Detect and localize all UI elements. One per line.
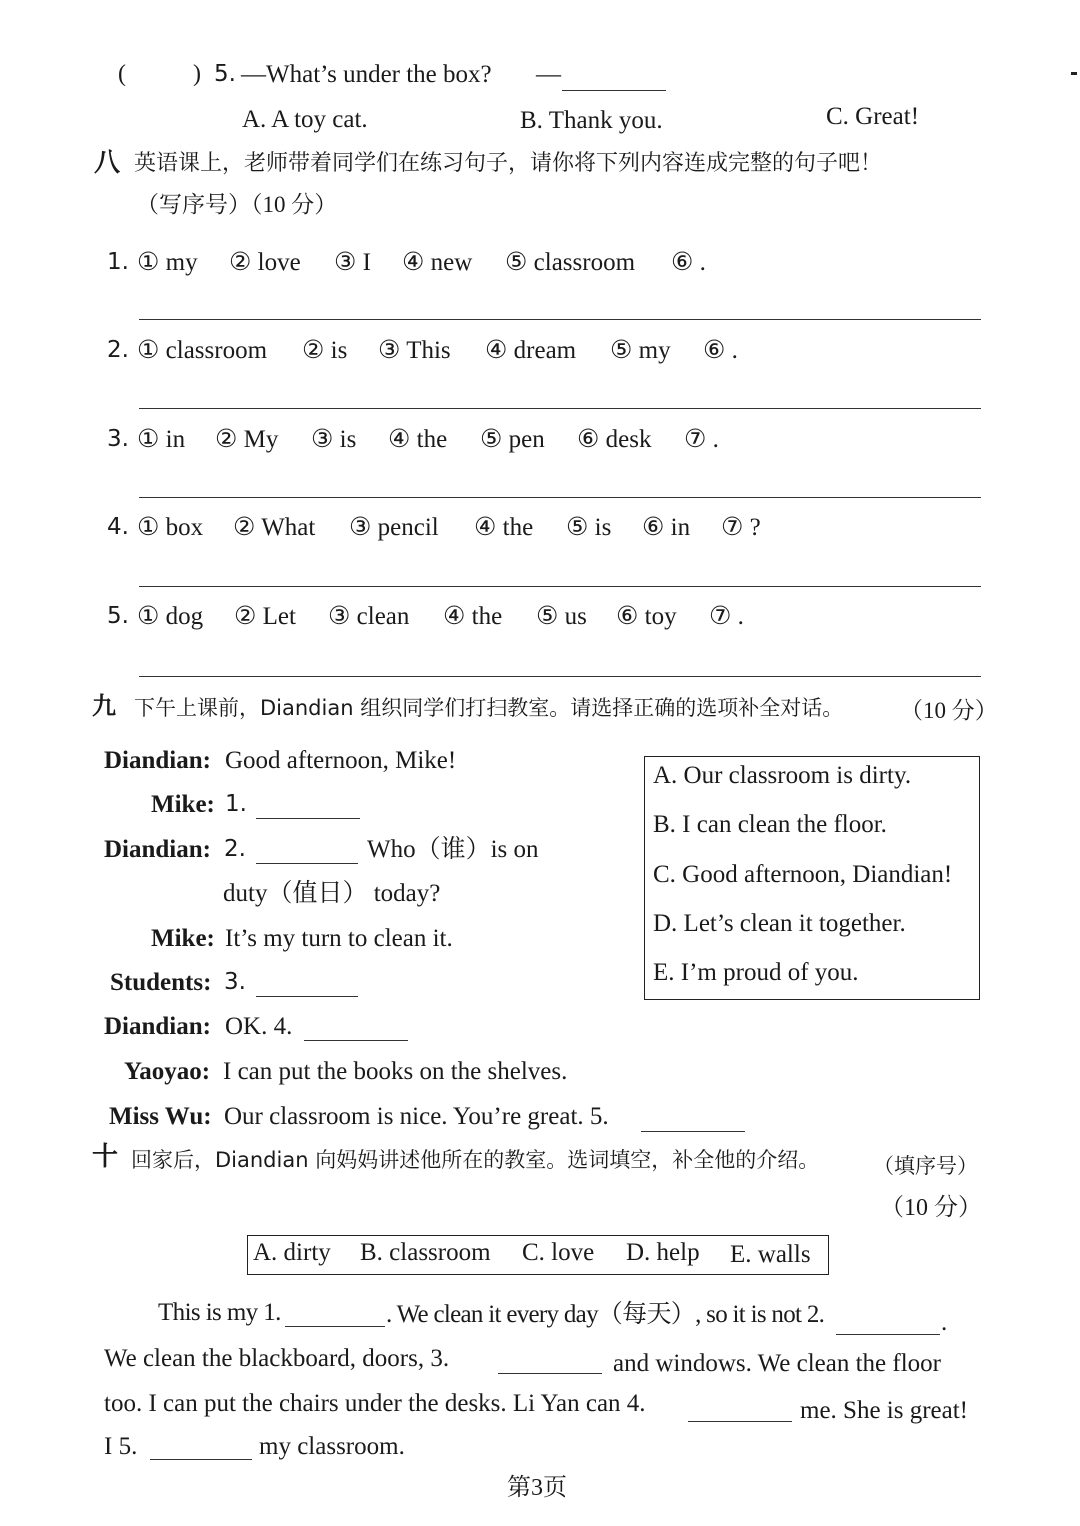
word-bank-item: C. love [522,1239,595,1266]
q7-5-question: —What’s under the box? [241,61,492,88]
dialogue-blank-4[interactable] [304,1040,408,1041]
passage-text: . [941,1309,948,1336]
speaker-diandian: Diandian: [104,836,211,863]
s8-answer-line[interactable] [139,497,981,498]
dialogue-option: A. Our classroom is dirty. [653,762,912,789]
q7-5-option-c: C. Great! [826,103,920,130]
passage-blank-2[interactable] [836,1334,940,1335]
speaker-diandian: Diandian: [104,1013,211,1040]
section-9-title: 下午上课前，Diandian 组织同学们打扫教室。请选择正确的选项补全对话。 [134,696,844,720]
dialogue-blank-5[interactable] [641,1131,745,1132]
section-10-points: （10 分） [880,1195,982,1221]
word-bank-item: D. help [626,1239,700,1266]
passage-text: me. She is great! [800,1397,969,1424]
s8-word: ④ the [388,426,448,453]
s8-word: ⑤ is [566,514,612,541]
passage-text: and windows. We clean the floor [613,1350,941,1377]
s8-word: ⑤ pen [480,426,545,453]
s8-answer-line[interactable] [139,319,981,320]
s8-word: ② love [229,249,301,276]
speaker-miss-wu: Miss Wu: [109,1103,212,1130]
s8-answer-line[interactable] [139,586,981,587]
dialogue-text: Our classroom is nice. You’re great. 5. [224,1103,609,1130]
edge-mark [1071,72,1077,75]
s8-word: ② is [302,337,348,364]
passage-text: too. I can put the chairs under the desks. Li Yan can 4. [104,1390,646,1417]
q7-5-option-b: B. Thank you. [520,107,663,134]
dialogue-option: C. Good afternoon, Diandian! [653,861,953,888]
speaker-diandian: Diandian: [104,747,211,774]
q7-5-paren-close: ) [193,61,201,87]
dialogue-option: B. I can clean the floor. [653,811,887,838]
s8-word: ④ new [402,249,473,276]
blank-number: 1. [225,791,247,817]
s8-word: ② My [215,426,279,453]
passage-blank-1[interactable] [285,1326,385,1327]
passage-blank-5[interactable] [150,1459,252,1460]
speaker-students: Students: [110,969,212,996]
q7-5-answer-blank[interactable] [562,90,666,91]
s8-answer-line[interactable] [139,408,981,409]
section-8-title: 英语课上，老师带着同学们在练习句子，请你将下列内容连成完整的句子吧！ [134,151,883,176]
s8-word: ① dog [137,603,204,630]
passage-text: . We clean it every day（每天）, so it is not 2. [386,1301,825,1328]
s8-word: ③ clean [328,603,410,630]
q7-5-number: 5. [214,61,236,87]
dialogue-text: Who（谁）is on [367,836,539,863]
s8-word: ① my [137,249,198,276]
page-number: 第3页 [507,1475,567,1501]
s8-word: ① box [137,514,204,541]
dialogue-text: I can put the books on the shelves. [223,1058,568,1085]
s8-word: ⑦ . [709,603,744,630]
passage-text: my classroom. [259,1433,405,1460]
speaker-mike: Mike: [151,925,215,952]
q7-5-answer-dash: — [536,61,561,88]
s8-word: ③ pencil [349,514,439,541]
dialogue-blank-1[interactable] [256,818,360,819]
section-10-title: 回家后，Diandian 向妈妈讲述他所在的教室。选词填空，补全他的介绍。 [131,1148,820,1172]
speaker-mike: Mike: [151,791,215,818]
blank-number: 2. [224,836,246,862]
word-bank-item: A. dirty [253,1239,331,1266]
q7-5-paren-open: ( [118,61,126,87]
s8-word: ⑦ ? [721,514,761,541]
section-10-title-tail: （填序号） [873,1154,978,1178]
s8-item-number: 5. [107,603,129,629]
s8-item-number: 3. [107,426,129,452]
dialogue-option: E. I’m proud of you. [653,959,859,986]
s8-word: ⑥ . [671,249,706,276]
section-10-numeral: 十 [92,1142,119,1172]
passage-text: I 5. [104,1433,138,1460]
passage-blank-3[interactable] [498,1373,602,1374]
s8-word: ① classroom [137,337,268,364]
blank-number: 3. [224,969,246,995]
s8-item-number: 1. [107,249,129,275]
s8-word: ② What [233,514,316,541]
s8-word: ⑤ my [610,337,671,364]
s8-word: ③ I [334,249,371,276]
dialogue-blank-2[interactable] [256,863,358,864]
s8-word: ⑤ us [536,603,587,630]
s8-word: ③ is [311,426,357,453]
passage-text: This is my 1. [158,1299,281,1326]
passage-blank-4[interactable] [688,1421,792,1422]
s8-word: ⑤ classroom [505,249,636,276]
passage-text: We clean the blackboard, doors, 3. [104,1345,450,1372]
word-bank-item: E. walls [730,1241,811,1268]
section-8-numeral: 八 [94,148,121,178]
dialogue-text: duty（值日） today? [223,880,441,907]
dialogue-text: It’s my turn to clean it. [225,925,453,952]
s8-answer-line[interactable] [139,676,981,677]
s8-word: ③ This [378,337,451,364]
s8-word: ② Let [234,603,296,630]
s8-word: ⑥ . [703,337,738,364]
section-9-numeral: 九 [92,692,116,720]
s8-word: ④ the [443,603,503,630]
dialogue-text: Good afternoon, Mike! [225,747,457,774]
section-8-subtitle: （写序号）（10 分） [136,192,338,217]
s8-word: ① in [137,426,186,453]
s8-word: ⑥ in [642,514,691,541]
q7-5-answer-slot[interactable] [132,60,192,88]
dialogue-option: D. Let’s clean it together. [653,910,906,937]
q7-5-option-a: A. A toy cat. [242,106,368,133]
dialogue-blank-3[interactable] [256,996,358,997]
s8-word: ④ dream [485,337,577,364]
s8-item-number: 2. [107,337,129,363]
speaker-yaoyao: Yaoyao: [124,1058,211,1085]
s8-word: ④ the [474,514,534,541]
s8-word: ⑥ toy [616,603,677,630]
s8-item-number: 4. [107,514,129,540]
section-9-points: （10 分） [900,698,998,723]
s8-word: ⑥ desk [577,426,652,453]
s8-word: ⑦ . [684,426,719,453]
word-bank-item: B. classroom [360,1239,491,1266]
dialogue-text: OK. 4. [225,1013,293,1040]
